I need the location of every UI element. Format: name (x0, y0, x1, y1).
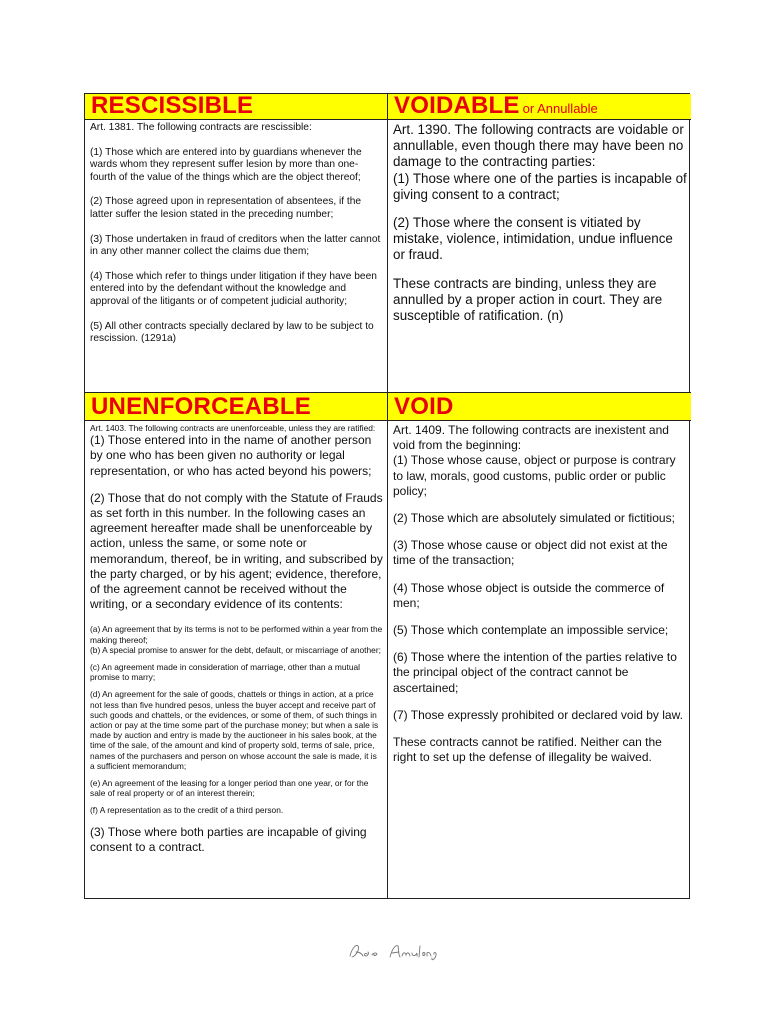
void-note: These contracts cannot be ratified. Neither can the right to set up the defense of illegality be waived. (393, 735, 662, 765)
unenforceable-subitem: (b) A special promise to answer for the debt, default, or miscarriage of another; (90, 644, 381, 655)
unenforceable-subitem: (c) An agreement made in consideration of marriage, other than a mutual promise to marry; (90, 662, 361, 683)
voidable-article: Art. 1390. The following contracts are voidable or annullable, even though there may have been no damage to the contracting parties: (393, 122, 684, 170)
author-signature (330, 940, 450, 962)
void-item: (1) Those whose cause, object or purpose is contrary to law, morals, good customs, public order or public policy; (393, 453, 676, 498)
header-rescissible (85, 94, 388, 120)
unenforceable-subitem: (a) An agreement that by its terms is not to be performed within a year from the making thereof; (90, 624, 383, 645)
header-void (388, 393, 691, 421)
rescissible-item: (5) All other contracts specially declared by law to be subject to rescission. (1291a) (90, 320, 374, 345)
voidable-title: VOIDABLE (394, 94, 520, 119)
voidable-note: These contracts are binding, unless they are annulled by a proper action in court. They are susceptible of ratification. (n) (393, 275, 663, 324)
rescissible-item: (2) Those agreed upon in representation of absentees, if the latter suffer the lesion stated in the preceding number; (90, 196, 362, 220)
voidable-item: (1) Those where one of the parties is incapable of giving consent to a contract; (393, 170, 687, 202)
unenforceable-item: (2) Those that do not comply with the Statute of Frauds as set forth in this number. In the following cases an agreement hereafter made shall be unenforceable by action, unless the same, or some note or memorandum, thereof, be in writing, and subscribed by the party charged, or by his agent; evidence, therefore, of the agreement cannot be received without the writing, or a secondary evidence of its contents: (90, 490, 383, 612)
void-item: (7) Those expressly prohibited or declared void by law. (393, 707, 683, 722)
unenforceable-item: (3) Those where both parties are incapable of giving consent to a contract. (90, 824, 367, 854)
void-item: (4) Those whose object is outside the commerce of men; (393, 580, 665, 610)
void-item: (6) Those where the intention of the parties relative to the principal object of the contract cannot be ascertained; (393, 650, 677, 695)
rescissible-item: (3) Those undertaken in fraud of creditors when the latter cannot in any other manner collect the claims due them; (90, 233, 381, 258)
unenforceable-content (85, 421, 388, 898)
rescissible-title: RESCISSIBLE (91, 94, 254, 119)
voidable-content (388, 120, 691, 393)
void-item: (3) Those whose cause or object did not exist at the time of the transaction; (393, 538, 668, 568)
unenforceable-article: Art. 1403. The following contracts are unenforceable, unless they are ratified: (90, 423, 376, 433)
header-unenforceable (85, 393, 388, 421)
rescissible-item: (4) Those which refer to things under litigation if they have been entered into by the defendant without the knowledge and approval of the litigants or of competent judicial authority; (90, 270, 377, 307)
signature-drawing (330, 940, 450, 962)
void-title: VOID (394, 393, 454, 420)
rescissible-item: (1) Those which are entered into by guardians whenever the wards whom they represent suffer lesion by more than one-fourth of the value of the things which are the object thereof; (90, 146, 362, 183)
unenforceable-subitem: (d) An agreement for the sale of goods, chattels or things in action, at a price not less than five hundred pesos, unless the buyer accept and receive part of such goods and chattels, or the evidences, or some of them, of such things in action or pay at the time some part of the purchase money; but when a sale is made by auction and entry is made by the auctioneer in his sales book, at the time of the sale, of the amount and kind of property sold, terms of sale, price, names of the purchasers and person on whose account the sale is made, it is a sufficient memorandum; (90, 689, 379, 771)
unenforceable-item: (1) Those entered into in the name of another person by one who has been given no authority or legal representation, or who has acted beyond his powers; (90, 433, 372, 478)
unenforceable-subitem: (e) An agreement of the leasing for a longer period than one year, or for the sale of real property or of an interest therein; (90, 778, 369, 799)
rescissible-article: Art. 1381. The following contracts are rescissible: (90, 122, 312, 133)
void-article: Art. 1409. The following contracts are inexistent and void from the beginning: (393, 423, 669, 453)
voidable-subtitle: or Annullable (522, 101, 598, 116)
void-item: (5) Those which contemplate an impossible service; (393, 623, 669, 638)
contracts-table (84, 93, 690, 899)
header-voidable (388, 94, 691, 120)
unenforceable-title: UNENFORCEABLE (91, 393, 311, 420)
voidable-item: (2) Those where the consent is vitiated by mistake, violence, intimidation, undue influence or fraud. (393, 215, 673, 263)
void-content (388, 421, 691, 898)
rescissible-content (85, 120, 388, 393)
unenforceable-subitem: (f) A representation as to the credit of a third person. (90, 805, 284, 816)
void-item: (2) Those which are absolutely simulated or fictitious; (393, 511, 675, 526)
